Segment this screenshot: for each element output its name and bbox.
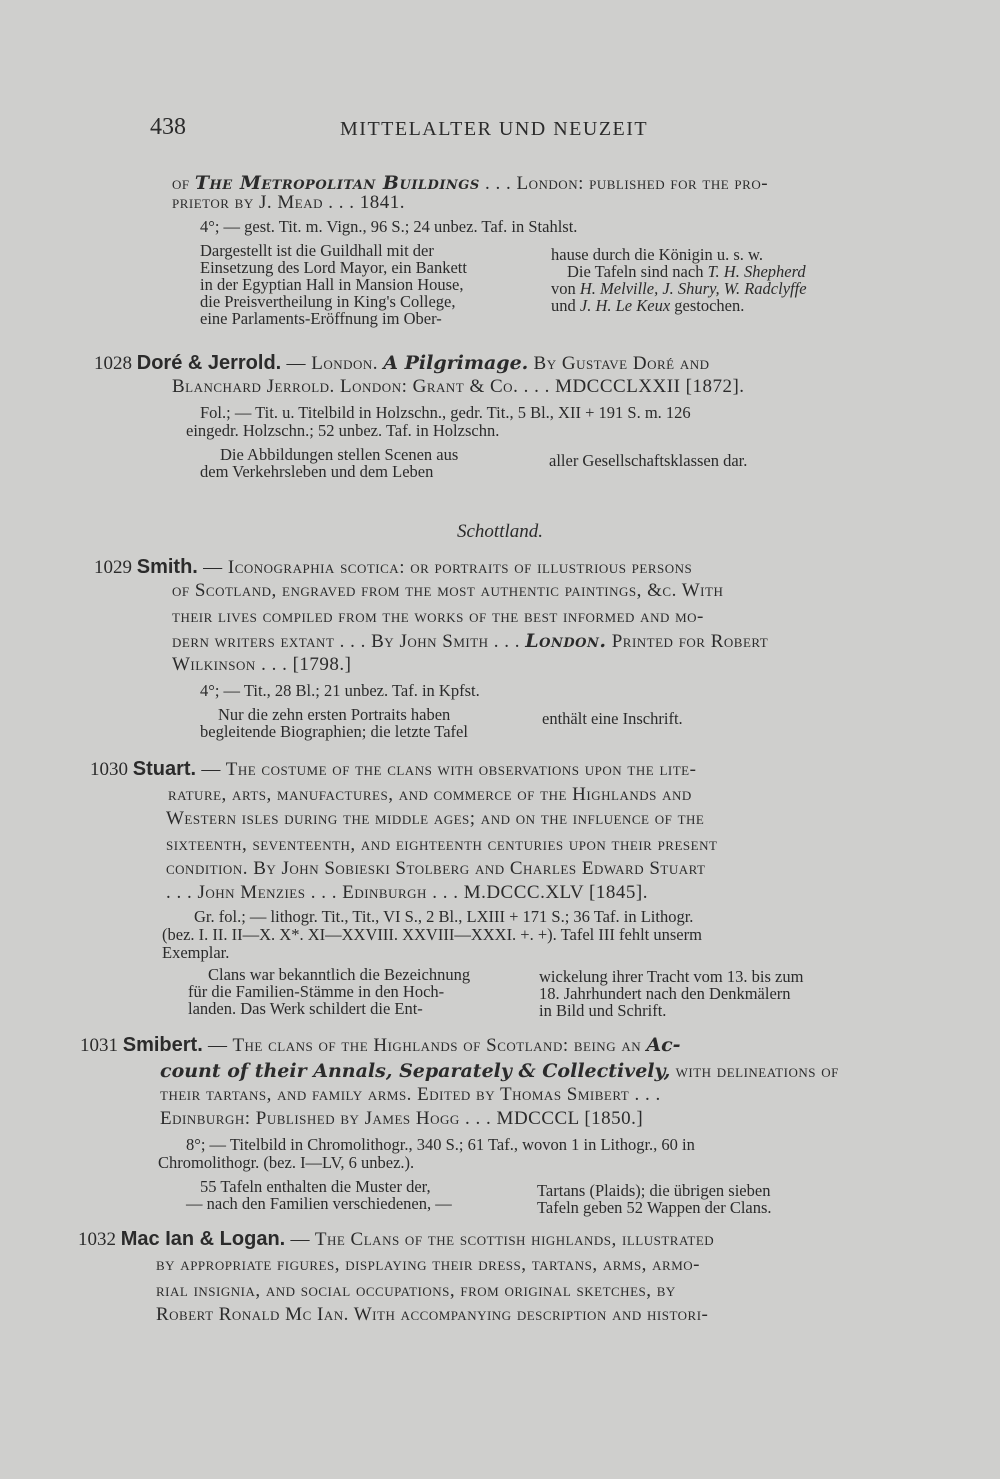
note-line: Nur die zehn ersten Portraits haben: [218, 705, 451, 724]
entry-1027-note-left: [200, 242, 467, 327]
entry-number: 1032: [78, 1229, 116, 1250]
entry-1030-physical-2: (bez. I. II. II—X. X*. XI—XXVIII. XXVIII—XXXI. +. +). Tafel III fehlt unserm: [162, 925, 702, 944]
entry-author: Smith.: [136, 556, 198, 578]
entry-1028-line-2: Blanchard Jerrold. London: Grant & Co. . . . MDCCCLXXII [1872].: [172, 376, 745, 397]
entry-1031-note-left: [186, 1178, 452, 1212]
text-fragment: Printed for Robert: [606, 631, 769, 652]
entry-1031-line-4: Edinburgh: Published by James Hogg . . . MDCCCL [1850.]: [160, 1108, 644, 1129]
entry-number: 1029: [94, 557, 132, 578]
entry-1029-note-right: enthält eine Inschrift.: [542, 709, 683, 728]
text-fragment: — Iconographia scotica: or portraits of illustrious persons: [197, 557, 693, 578]
note-line: [551, 263, 807, 280]
entry-1029-line-3: their lives compiled from the works of the best informed and mo-: [172, 606, 704, 627]
entry-1031-line-1: [80, 1034, 681, 1057]
entry-1031-line-2: [160, 1060, 839, 1083]
entry-1030-line-6: . . . John Menzies . . . Edinburgh . . . M.DCCC.XLV [1845].: [166, 882, 648, 903]
entry-1032-line-2: by appropriate figures, displaying their dress, tartans, arms, armo-: [156, 1254, 701, 1275]
text-fragment: — The costume of the clans with observations upon the lite-: [196, 759, 697, 780]
note-line: Die Abbildungen stellen Scenen aus: [220, 445, 459, 464]
note-line: — nach den Familien verschiedenen, —: [186, 1194, 452, 1213]
entry-author: Smibert.: [122, 1034, 203, 1056]
entry-1032-line-3: rial insignia, and social occupations, from original sketches, by: [156, 1280, 676, 1301]
entry-1029-line-1: [94, 556, 692, 579]
note-line: für die Familien-Stämme in den Hoch-: [188, 982, 445, 1001]
note-line: [551, 297, 807, 314]
text-fragment: gestochen.: [670, 296, 745, 315]
note-line: Dargestellt ist die Guildhall mit der: [200, 241, 434, 260]
entry-1030-physical-1: Gr. fol.; — lithogr. Tit., Tit., VI S., 2 Bl., LXIII + 171 S.; 36 Taf. in Lithogr.: [194, 907, 694, 926]
text-fragment: J. H. Le Keux: [579, 296, 671, 315]
entry-1028-line-1: [94, 352, 710, 375]
blackletter-title: count of their Annals, Separately & Collectively,: [160, 1060, 671, 1082]
text-fragment: dern writers extant . . . By John Smith . . .: [172, 631, 526, 652]
entry-1028-physical-2: eingedr. Holzschn.; 52 unbez. Taf. in Holzschn.: [186, 421, 500, 440]
blackletter-title: Ac-: [646, 1034, 681, 1056]
note-line: in Bild und Schrift.: [539, 1001, 667, 1020]
entry-number: 1031: [80, 1035, 118, 1056]
text-fragment: Die Tafeln sind nach: [567, 262, 708, 281]
entry-1030-line-3: Western isles during the middle ages; and on the influence of the: [166, 808, 705, 829]
entry-author: Doré & Jerrold.: [136, 352, 282, 374]
text-fragment: — The clans of the Highlands of Scotland: being an: [202, 1035, 647, 1056]
entry-number: 1030: [90, 759, 128, 780]
text-fragment: By Gustave Doré and: [528, 353, 710, 374]
entry-1031-note-right: [537, 1182, 772, 1216]
entry-1031-physical-1: 8°; — Titelbild in Chromolithogr., 340 S.; 61 Taf., wovon 1 in Lithogr., 60 in: [186, 1135, 695, 1154]
text-fragment: H. Melville, J. Shury, W. Radclyffe: [579, 279, 807, 298]
entry-1032-line-1: [78, 1228, 714, 1251]
entry-author: Stuart.: [132, 758, 197, 780]
note-line: dem Verkehrsleben und dem Leben: [200, 462, 434, 481]
entry-1027-note-right: [551, 246, 807, 314]
page-header: [150, 114, 870, 144]
entry-1030-line-4: sixteenth, seventeenth, and eighteenth centuries upon their present: [166, 834, 718, 855]
note-line: Clans war bekanntlich die Bezeichnung: [208, 965, 471, 984]
note-line: in der Egyptian Hall in Mansion House,: [200, 275, 464, 294]
entry-1029-line-5: Wilkinson . . . [1798.]: [172, 654, 352, 675]
text-fragment: von: [551, 279, 580, 298]
entry-1028-note-left: [200, 446, 458, 480]
blackletter-title: A Pilgrimage.: [383, 352, 529, 374]
entry-1030-note-left: [188, 966, 470, 1017]
note-line: wickelung ihrer Tracht vom 13. bis zum: [539, 967, 804, 986]
page-number: 438: [150, 114, 186, 140]
entry-1031-line-3: their tartans, and family arms. Edited by Thomas Smibert . . .: [160, 1084, 661, 1105]
text-fragment: . . . London: published for the pro-: [479, 173, 769, 194]
note-line: 18. Jahrhundert nach den Denkmälern: [539, 984, 791, 1003]
blackletter-title: London.: [525, 630, 607, 652]
text-fragment: — London.: [281, 353, 384, 374]
text-fragment: T. H. Shepherd: [707, 262, 806, 281]
note-line: landen. Das Werk schildert die Ent-: [188, 999, 423, 1018]
note-line: eine Parlaments-Eröffnung im Ober-: [200, 309, 442, 328]
entry-author: Mac Ian & Logan.: [120, 1228, 286, 1250]
entry-1028-physical-1: Fol.; — Tit. u. Titelbild in Holzschn., gedr. Tit., 5 Bl., XII + 191 S. m. 126: [200, 403, 691, 422]
entry-1029-line-2: of Scotland, engraved from the most authentic paintings, &c. With: [172, 580, 724, 601]
text-fragment: — The Clans of the scottish highlands, illustrated: [285, 1229, 715, 1250]
note-line: Tartans (Plaids); die übrigen sieben: [537, 1181, 771, 1200]
text-fragment: of: [172, 173, 195, 194]
entry-1030-line-5: condition. By John Sobieski Stolberg and Charles Edward Stuart: [166, 858, 706, 879]
entry-1030-note-right: [539, 968, 803, 1019]
entry-1029-note-left: [200, 706, 468, 740]
text-fragment: und: [551, 296, 580, 315]
entry-1028-note-right: aller Gesellschaftsklassen dar.: [549, 451, 748, 470]
note-line: hause durch die Königin u. s. w.: [551, 245, 764, 264]
entry-number: 1028: [94, 353, 132, 374]
entry-1030-physical-3: Exemplar.: [162, 943, 230, 962]
entry-1030-line-2: rature, arts, manufactures, and commerce of the Highlands and: [168, 784, 692, 805]
entry-1027-physical: 4°; — gest. Tit. m. Vign., 96 S.; 24 unbez. Taf. in Stahlst.: [200, 217, 578, 236]
note-line: begleitende Biographien; die letzte Tafel: [200, 722, 468, 741]
note-line: die Preisvertheilung in King's College,: [200, 292, 456, 311]
text-fragment: with delineations of: [670, 1061, 839, 1082]
entry-1030-line-1: [90, 758, 696, 781]
entry-1032-line-4: Robert Ronald Mc Ian. With accompanying description and histori-: [156, 1304, 709, 1325]
running-title: MITTELALTER UND NEUZEIT: [340, 118, 649, 140]
note-line: [551, 280, 807, 297]
entry-1029-line-4: [172, 630, 768, 653]
blackletter-title: The Metropolitan Buildings: [194, 172, 480, 194]
note-line: Einsetzung des Lord Mayor, ein Bankett: [200, 258, 467, 277]
entry-1031-physical-2: Chromolithogr. (bez. I—LV, 6 unbez.).: [158, 1153, 415, 1172]
entry-1029-physical: 4°; — Tit., 28 Bl.; 21 unbez. Taf. in Kpfst.: [200, 681, 480, 700]
section-title: Schottland.: [456, 521, 544, 542]
entry-1027-line-2: prietor by J. Mead . . . 1841.: [172, 192, 406, 213]
note-line: 55 Tafeln enthalten die Muster der,: [200, 1177, 431, 1196]
note-line: Tafeln geben 52 Wappen der Clans.: [537, 1198, 772, 1217]
